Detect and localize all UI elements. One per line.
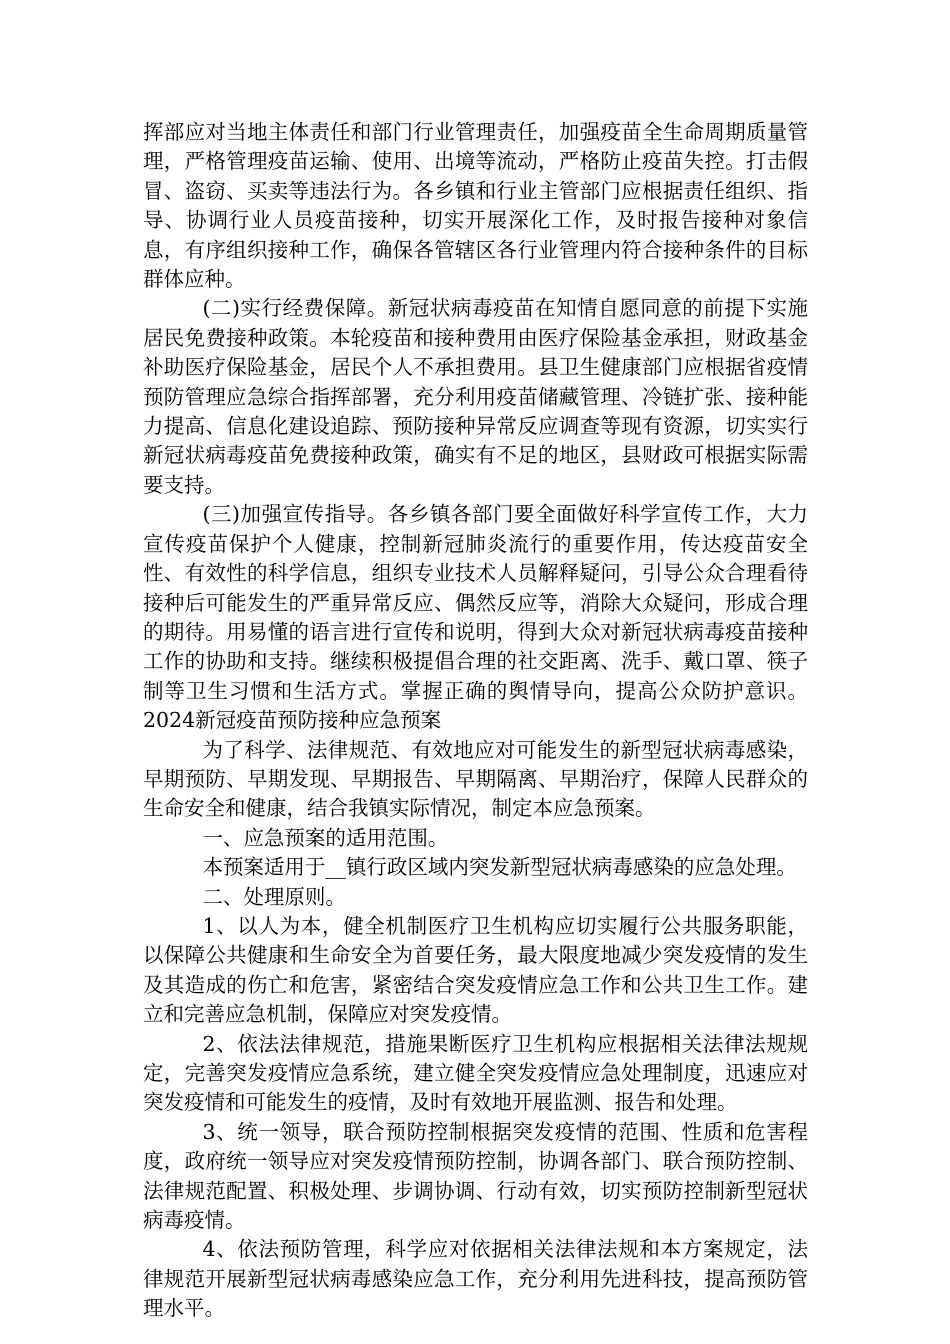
principle-2: 2、依法法律规范，措施果断医疗卫生机构应根据相关法律法规规定，完善突发疫情应急系统，建立健全突发疫情应急处理制度，迅速应对突发疫情和可能发生的疫情，及时有效地开展监测、报告和处理。 <box>143 1031 808 1115</box>
paragraph-5: 本预案适用于__镇行政区域内突发新型冠状病毒感染的应急处理。 <box>202 855 797 880</box>
paragraph-1: 挥部应对当地主体责任和部门行业管理责任，加强疫苗全生命周期质量管理，严格管理疫苗运输、使用、出境等流动，严格防止疫苗失控。打击假冒、盗窃、买卖等违法行为。各乡镇和行业主管部门应根据责任组织、指导、协调行业人员疫苗接种，切实开展深化工作，及时报告接种对象信息，有序组织接种工作，确保各管辖区各行业管理内符合接种条件的目标群体应种。 <box>143 120 808 292</box>
section-heading-2: 二、处理原则。 <box>202 884 346 909</box>
principle-3: 3、统一领导，联合预防控制根据突发疫情的范围、性质和危害程度，政府统一领导应对突发疫情预防控制，协调各部门、联合预防控制、法律规范配置、积极处理、步调协调、行动有效，切实预防控制新型冠状病毒疫情。 <box>143 1119 808 1233</box>
section-heading-1: 一、应急预案的适用范围。 <box>202 825 449 850</box>
principle-4: 4、依法预防管理，科学应对依据相关法律法规和本方案规定，法律规范开展新型冠状病毒感染应急工作，充分利用先进科技，提高预防管理水平。 <box>143 1237 808 1321</box>
paragraph-2: (二)实行经费保障。新冠状病毒疫苗在知情自愿同意的前提下实施居民免费接种政策。本轮疫苗和接种费用由医疗保险基金承担，财政基金补助医疗保险基金，居民个人不承担费用。县卫生健康部门应根据省疫情预防管理应急综合指挥部署，充分利用疫苗储藏管理、冷链扩张、接种能力提高、信息化建设追踪、预防接种异常反应调查等现有资源，切实实行新冠状病毒疫苗免费接种政策，确实有不足的地区，县财政可根据实际需要支持。 <box>143 296 808 497</box>
principle-1: 1、以人为本，健全机制医疗卫生机构应切实履行公共服务职能，以保障公共健康和生命安全为首要任务，最大限度地减少突发疫情的发生及其造成的伤亡和危害，紧密结合突发疫情应急工作和公共卫生工作。建立和完善应急机制，保障应对突发疫情。 <box>143 913 808 1027</box>
paragraph-4: 为了科学、法律规范、有效地应对可能发生的新型冠状病毒感染，早期预防、早期发现、早期报告、早期隔离、早期治疗，保障人民群众的生命安全和健康，结合我镇实际情况，制定本应急预案。 <box>143 737 808 821</box>
paragraph-3: (三)加强宣传指导。各乡镇各部门要全面做好科学宣传工作，大力宣传疫苗保护个人健康，控制新冠肺炎流行的重要作用，传达疫苗安全性、有效性的科学信息，组织专业技术人员解释疑问，引导公众合理看待接种后可能发生的严重异常反应、偶然反应等，消除大众疑问，形成合理的期待。用易懂的语言进行宣传和说明，得到大众对新冠状病毒疫苗接种工作的协助和支持。继续积极提倡合理的社交距离、洗手、戴口罩、筷子制等卫生习惯和生活方式。掌握正确的舆情导向，提高公众防护意识。2024新冠疫苗预防接种应急预案 <box>143 502 808 733</box>
document-body <box>143 118 808 1324</box>
